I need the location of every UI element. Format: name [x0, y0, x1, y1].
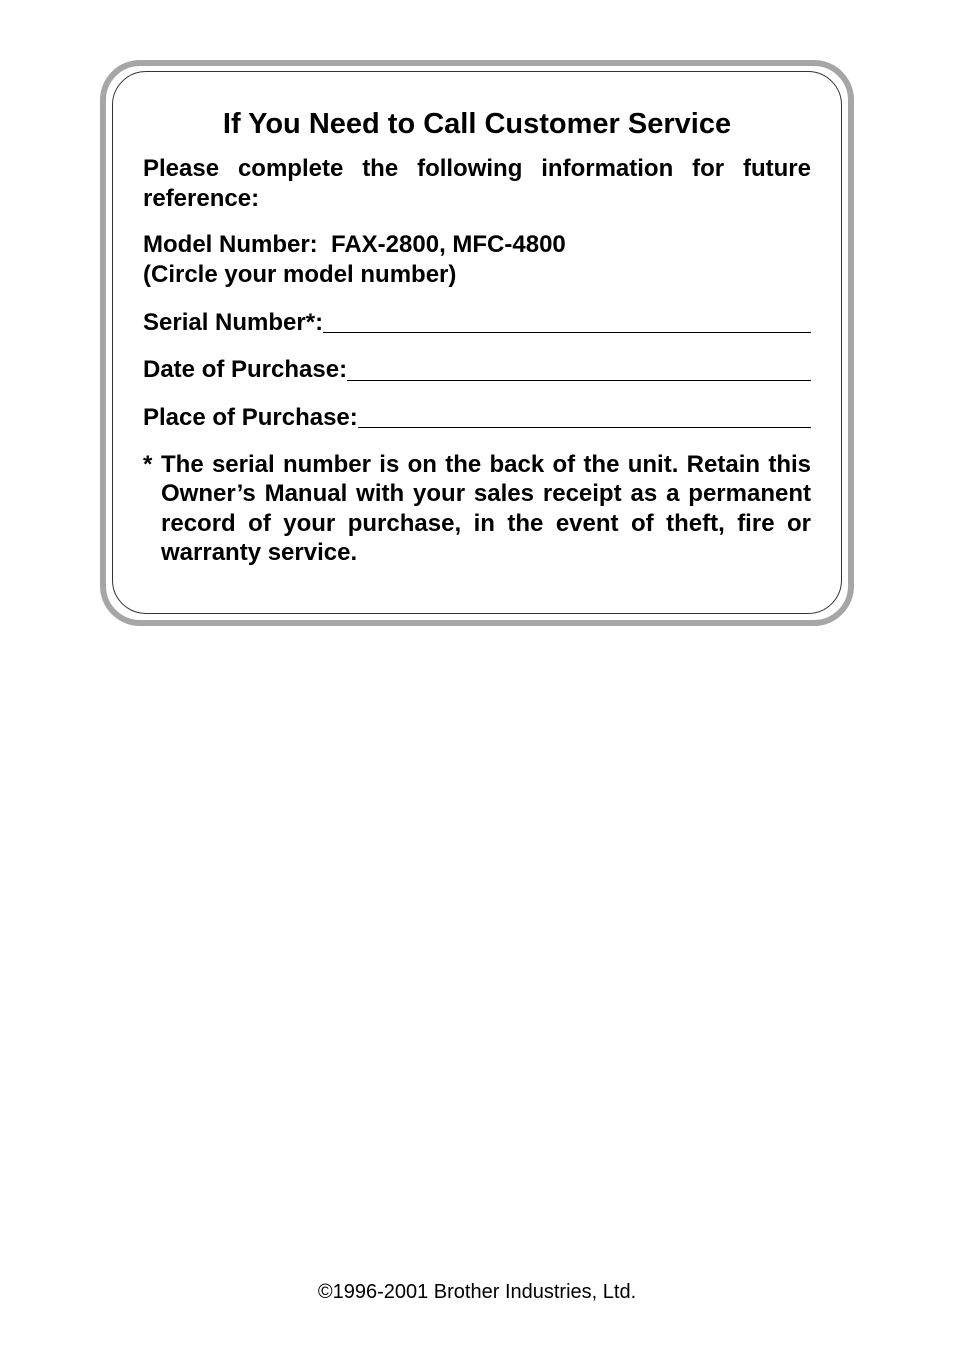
- model-number-instruction: (Circle your model number): [143, 260, 457, 288]
- customer-service-card: [143, 100, 811, 568]
- place-of-purchase-field: [143, 402, 811, 432]
- date-of-purchase-label: Date of Purchase:: [143, 356, 348, 383]
- card-title: If You Need to Call Customer Service: [222, 108, 732, 140]
- date-of-purchase-blank-line: [347, 380, 811, 381]
- note-asterisk: *: [143, 450, 153, 478]
- place-of-purchase-label: Place of Purchase:: [143, 403, 358, 431]
- date-of-purchase-field: [143, 355, 811, 385]
- model-number-line: Model Number: FAX-2800, MFC-4800: [143, 231, 566, 258]
- serial-number-note: [143, 450, 811, 568]
- serial-number-blank-line: [323, 332, 811, 333]
- copyright-footer: ©1996-2001 Brother Industries, Ltd.: [317, 1281, 637, 1303]
- serial-number-label: Serial Number*:: [143, 308, 324, 336]
- note-text: The serial number is on the back of the unit. Retain this Owner’s Manual with your sales receipt as a permanent record of your purchase, in the event of theft, fire or warranty service.: [161, 450, 811, 566]
- intro-text: Please complete the following information for future reference:: [143, 155, 811, 212]
- serial-number-field: [143, 307, 811, 337]
- place-of-purchase-blank-line: [358, 427, 811, 428]
